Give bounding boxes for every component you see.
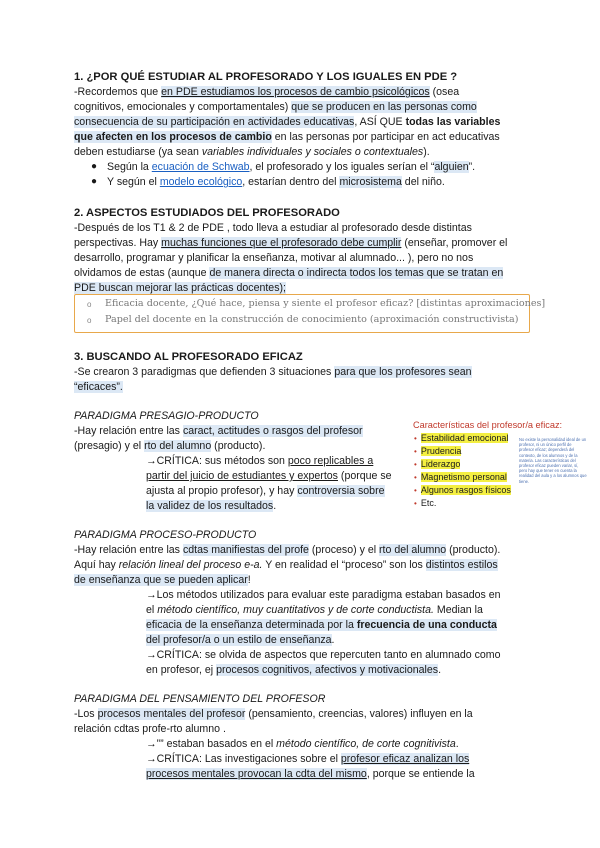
sidebar-item: • Magnetismo personal [414,472,507,482]
p2-method-3: eficacia de la enseñanza determinada por la frecuencia de una conducta [146,619,497,631]
p3-method-1: →”” estaban basados en el método científico, de corte cognitivista. [146,738,459,750]
bullet-dot: ● [91,161,98,172]
sidebar-item: • Algunos rasgos físicos [414,485,511,495]
s1-bullet-1: Según la ecuación de Schwab, el profesorado y los iguales serían el “alguien”. [107,161,476,173]
p1-line-2: (presagio) y el rto del alumno (producto). [74,440,266,452]
p3-line-1: -Los procesos mentales del profesor (pensamiento, creencias, valores) influyen en la [74,708,473,720]
schwab-link[interactable]: ecuación de Schwab [151,161,250,173]
bullet-dot: ● [91,176,98,187]
p2-method-1: →Los métodos utilizados para evaluar este paradigma estaban basados en [146,589,501,601]
sidebar-item: • Estabilidad emocional [414,433,509,443]
s3-line-1: -Se crearon 3 paradigmas que defienden 3 situaciones para que los profesores sean [74,366,472,378]
s2-line-5: PDE buscan mejorar las prácticas docentes); [74,282,286,294]
p1-crit-3: ajusta al propio profesor), y hay controversia sobre [146,485,385,497]
paradigm-2-title: PARADIGMA PROCESO-PRODUCTO [74,529,257,541]
p3-crit-2: procesos mentales provocan la cdta del mismo, porque se entiende la [146,768,475,780]
p2-method-4: del profesor/a o un estilo de enseñanza. [146,634,335,646]
p1-crit-1: →CRÍTICA: sus métodos son poco replicables a [146,455,374,467]
sidebar-item: • Prudencia [414,446,462,456]
p3-line-2: relación cdtas profe-rto alumno . [74,723,226,735]
embedded-outline-box [74,294,546,333]
s1-line-4: que afecten en los procesos de cambio en las personas por participar en act educativas [74,131,500,143]
ecological-model-link[interactable]: modelo ecológico [159,176,243,188]
sidebar-title: Características del profesor/a eficaz: [413,420,563,430]
s1-line-2: cognitivos, emocionales y comportamentales) que se producen en las personas como [74,101,477,113]
sidebar-small-note: No existe la personalidad ideal de un profesor, ni un único perfil de profesor eficaz; dependerá del contexto, de los alumnos y de la materia. Las características del profesor eficaz pueden variar, sí, pero hay que tener en cuenta la realidad del aula y a los alumnos que tiene. [519,437,587,484]
p2-line-1: -Hay relación entre las cdtas manifiestas del profe (proceso) y el rto del alumno (producto). [74,544,501,556]
s2-line-1: -Después de los T1 & 2 de PDE , todo lleva a estudiar al profesorado desde distintas [74,222,472,234]
paradigm-3-title: PARADIGMA DEL PENSAMIENTO DEL PROFESOR [74,693,326,705]
outline-bullet: o [87,300,92,309]
paradigm-1-title: PARADIGMA PRESAGIO-PRODUCTO [74,410,259,422]
sidebar-item: • Liderazgo [414,459,461,469]
s2-line-3: desarrollo, programar y planificar la enseñanza, motivar al alumnado... ), pero no nos [74,252,474,264]
p1-crit-4: la validez de los resultados. [146,500,277,512]
s2-line-4: olvidamos de estas (aunque de manera directa o indirecta todos los temas que se tratan en [74,267,504,279]
p2-crit-1: →CRÍTICA: se olvida de aspectos que repercuten tanto en alumnado como [146,649,501,661]
p2-line-2: Aquí hay relación lineal del proceso e-a. Y en realidad el “proceso” son los distintos estilos [74,559,498,571]
s1-bullet-2: Y según el modelo ecológico, estarían dentro del microsistema del niño. [107,176,445,188]
p2-method-2: el método científico, muy cuantitativos y de corte conductista. Median la [146,604,483,616]
section-1-title: 1. ¿POR QUÉ ESTUDIAR AL PROFESORADO Y LOS IGUALES EN PDE ? [74,71,458,83]
p3-crit-1: →CRÍTICA: Las investigaciones sobre el profesor eficaz analizan los [146,753,470,765]
section-2-title: 2. ASPECTOS ESTUDIADOS DEL PROFESORADO [74,207,340,219]
outline-item-1: Eficacia docente, ¿Qué hace, piensa y siente el profesor eficaz? [distintas aproximaciones] [105,298,546,309]
p1-crit-2: partir del juicio de estudiantes y expertos (porque se [146,470,392,482]
p2-crit-2: en profesor, ej procesos cognitivos, afectivos y motivacionales. [146,664,442,676]
s3-line-2: “eficaces”. [74,381,123,393]
s1-line-3: consecuencia de su participación en actividades educativas, ASÍ QUE todas las variables [74,116,501,128]
s1-line-1: -Recordemos que en PDE estudiamos los procesos de cambio psicológicos (osea [74,86,460,98]
outline-bullet: o [87,316,92,325]
p1-line-1: -Hay relación entre las caract, actitudes o rasgos del profesor [74,425,363,437]
sidebar-item: • Etc. [414,498,437,508]
p2-line-3: de enseñanza que se pueden aplicar! [74,574,251,586]
outline-item-2: Papel del docente en la construcción de conocimiento (aproximación constructivista) [105,314,519,325]
section-3-title: 3. BUSCANDO AL PROFESORADO EFICAZ [74,351,303,363]
s2-line-2: perspectivas. Hay muchas funciones que el profesorado debe cumplir (enseñar, promover el [74,237,508,249]
s1-line-5: deben estudiarse (ya sean variables individuales y sociales o contextuales). [74,146,430,158]
